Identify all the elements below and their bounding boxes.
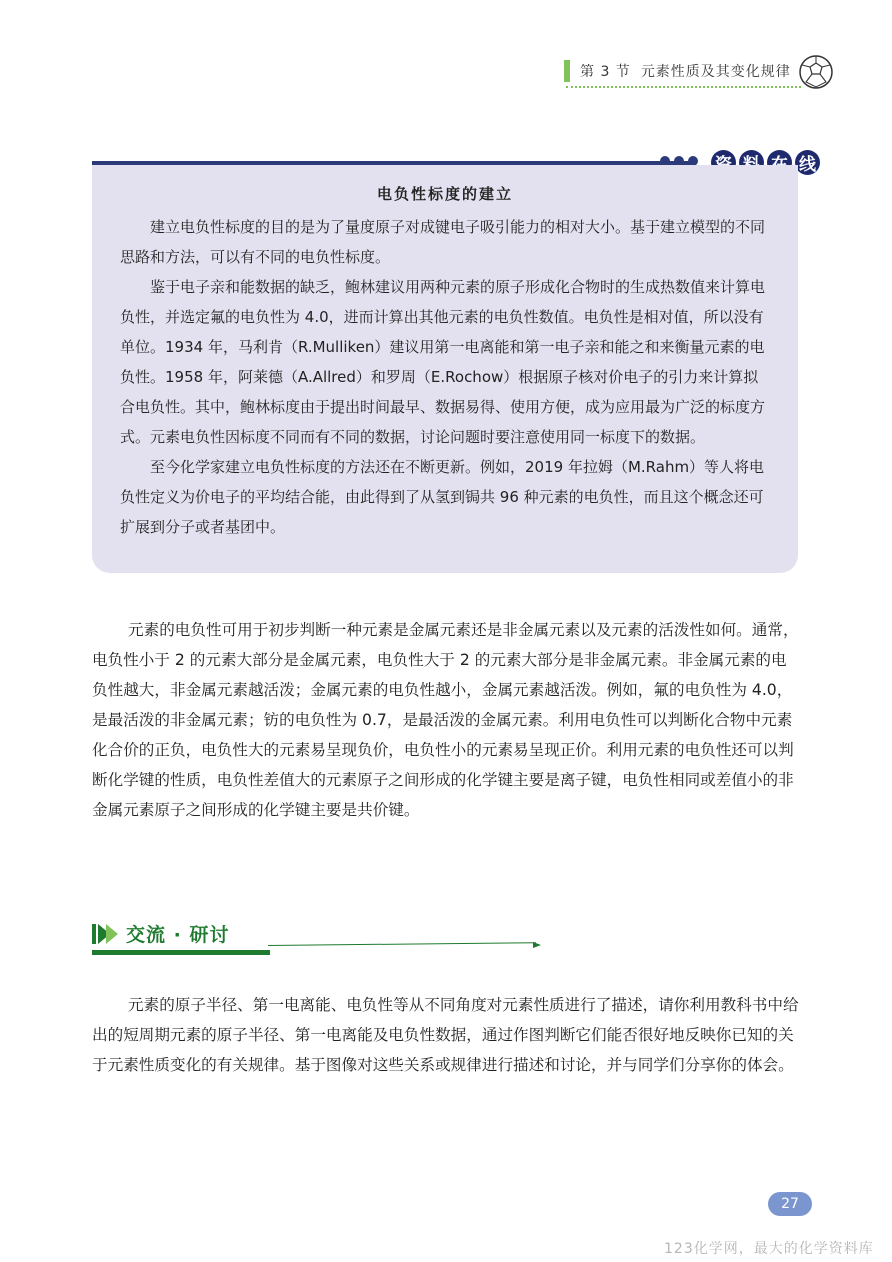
body-paragraph: 元素的电负性可用于初步判断一种元素是金属元素还是非金属元素以及元素的活泼性如何。通常，电负性小于 2 的元素大部分是金属元素，电负性大于 2 的元素大部分是非金属元素。非金属元素的电负性越大，非金属元素越活泼；金属元素的电负性越小，金属元素越活泼。例如，氟的电负性为 4.0，是最活泼的非金属元素；钫的电负性为 0.7，是最活泼的金属元素。利用电负性可以判断化合物中元素化合价的正负，电负性大的元素易呈现负价，电负性小的元素易呈现正价。利用元素的电负性还可以判断化学键的性质，电负性差值大的元素原子之间形成的化学键主要是离子键，电负性相同或差值小的非金属元素原子之间形成的化学键主要是共价键。	[92, 621, 799, 819]
section-title: 元素性质及其变化规律	[640, 64, 791, 80]
discussion-text	[92, 990, 808, 1080]
info-paragraph: 至今化学家建立电负性标度的方法还在不断更新。例如，2019 年拉姆（M.Rahm）等人将电负性定义为价电子的平均结合能，由此得到了从氢到锔共 96 种元素的电负性，而且这个概念还可扩展到分子或者基团中。	[120, 458, 765, 536]
header-dotted-rule	[566, 82, 801, 88]
page-header	[0, 0, 892, 100]
info-box-title: 电负性标度的建立	[376, 185, 513, 203]
fullerene-ball-icon	[798, 54, 834, 90]
info-box	[92, 165, 798, 573]
info-paragraph: 建立电负性标度的目的是为了量度原子对成键电子吸引能力的相对大小。基于建立模型的不同思路和方法，可以有不同的电负性标度。	[120, 218, 766, 266]
discussion-heading	[92, 918, 544, 958]
discussion-thin-line	[268, 942, 536, 946]
main-text	[92, 615, 800, 825]
discussion-title: 交流 · 研讨	[126, 924, 230, 946]
page-number-badge: 27	[768, 1192, 812, 1216]
watermark-text: 123化学网，最大的化学资料库	[664, 1241, 874, 1257]
section-number: 第 3 节	[580, 64, 631, 80]
discussion-line-tip	[533, 942, 541, 948]
badge-char: 线	[795, 150, 820, 175]
running-head	[564, 60, 810, 82]
discussion-paragraph: 元素的原子半径、第一电离能、电负性等从不同角度对元素性质进行了描述，请你利用教科书中给出的短周期元素的原子半径、第一电离能及电负性数据，通过作图判断它们能否很好地反映你已知的关于元素性质变化的有关规律。基于图像对这些关系或规律进行描述和讨论，并与同学们分享你的体会。	[92, 996, 799, 1074]
info-paragraph: 鉴于电子亲和能数据的缺乏，鲍林建议用两种元素的原子形成化合物时的生成热数值来计算电负性，并选定氟的电负性为 4.0，进而计算出其他元素的电负性数值。电负性是相对值，所以没有单位。1934 年，马利肯（R.Mulliken）建议用第一电离能和第一电子亲和能之和来衡量元素的电负性。1958 年，阿莱德（A.Allred）和罗周（E.Rochow）根据原子核对价电子的引力来计算拟合电负性。其中，鲍林标度由于提出时间最早、数据易得、使用方便，成为应用最为广泛的标度方式。元素电负性因标度不同而有不同的数据，讨论问题时要注意使用同一标度下的数据。	[120, 278, 766, 446]
discussion-underline	[92, 950, 270, 955]
play-arrow-icon	[92, 922, 120, 946]
